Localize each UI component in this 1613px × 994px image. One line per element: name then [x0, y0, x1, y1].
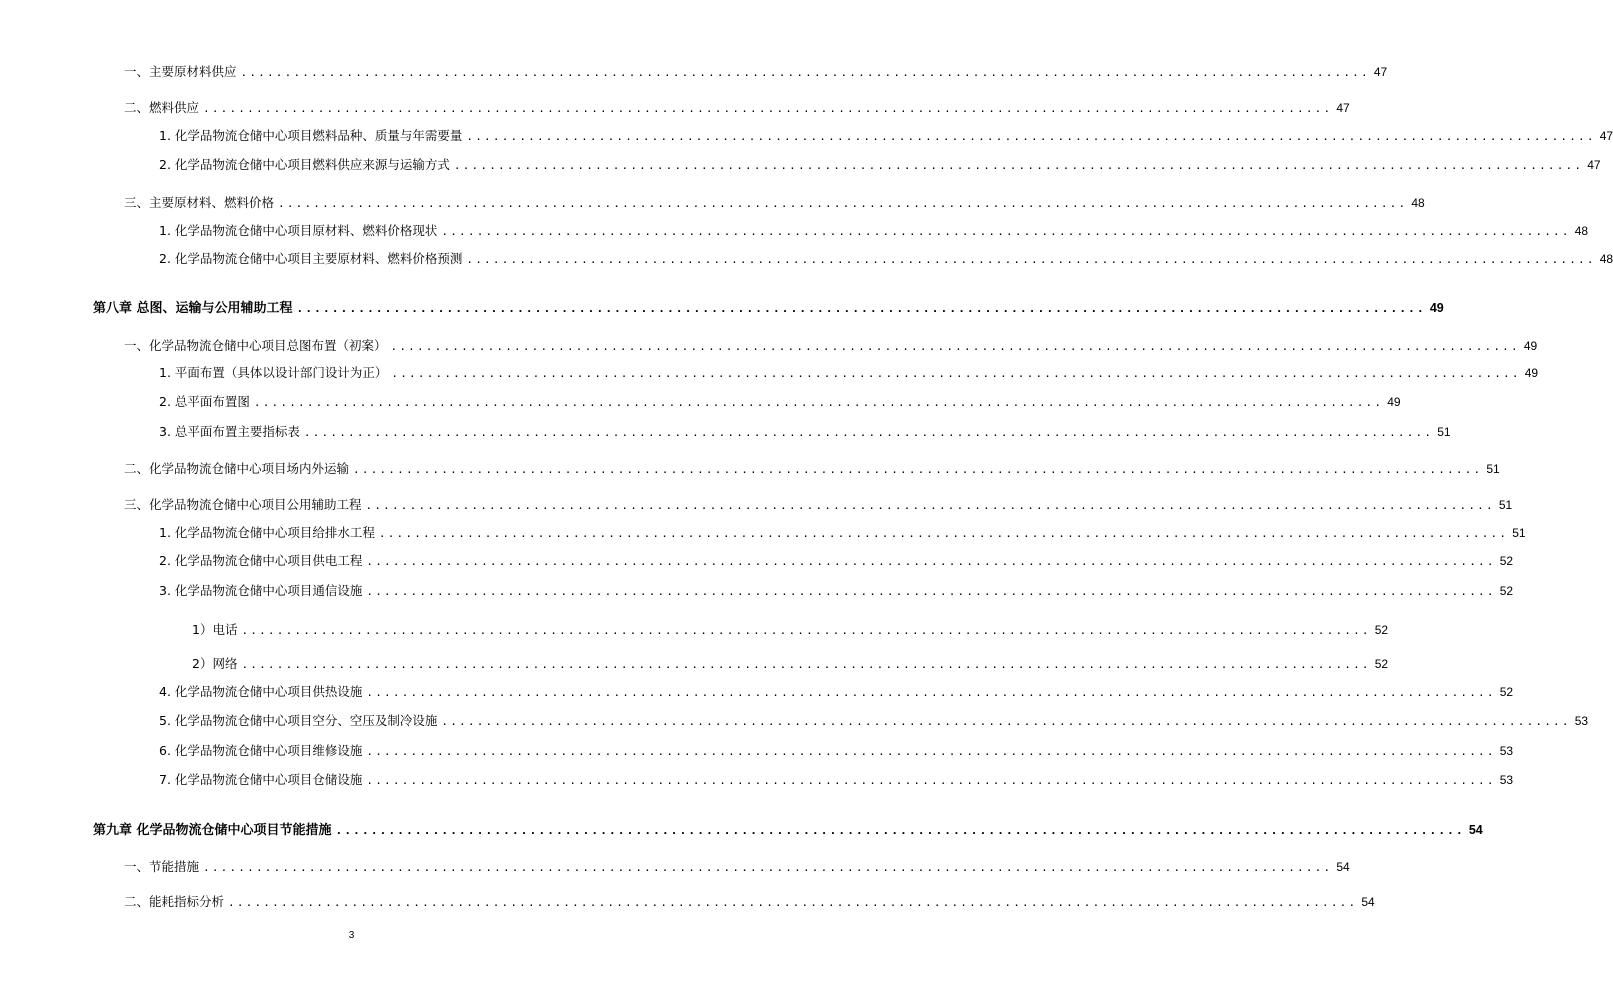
toc-chapter-entry[interactable]: [93, 300, 1444, 317]
toc-entry[interactable]: [159, 157, 1601, 174]
toc-leader-dots: ................................................................................................................................: [390, 340, 1520, 353]
toc-entry-page: 51: [1437, 425, 1451, 439]
toc-entry[interactable]: [159, 684, 1514, 701]
toc-entry-label: 三、主要原材料、燃料价格: [124, 195, 275, 210]
toc-leader-dots: ................................................................................................................................: [303, 426, 1434, 439]
toc-leader-dots: ................................................................................................................................: [365, 499, 1495, 512]
toc-entry-label: 1. 化学品物流仓储中心项目给排水工程: [159, 525, 375, 540]
toc-entry-label: 第九章 化学品物流仓储中心项目节能措施: [93, 823, 332, 838]
toc-entry-page: 51: [1512, 526, 1526, 540]
toc-entry-page: 54: [1468, 823, 1483, 837]
toc-leader-dots: ................................................................................................................................: [296, 302, 1426, 315]
toc-leader-dots: ................................................................................................................................: [366, 745, 1496, 758]
toc-entry[interactable]: [159, 525, 1526, 542]
toc-entry-label: 一、节能措施: [124, 859, 200, 874]
toc-entry[interactable]: [124, 338, 1538, 355]
toc-entry[interactable]: [124, 195, 1425, 212]
toc-leader-dots: ................................................................................................................................: [391, 367, 1521, 380]
toc-entry[interactable]: [159, 743, 1514, 760]
toc-entry-label: 1）电话: [192, 622, 238, 637]
toc-entry-page: 47: [1373, 65, 1388, 79]
toc-entry-page: 53: [1574, 714, 1589, 728]
toc-entry-label: 3. 化学品物流仓储中心项目通信设施: [159, 583, 363, 598]
toc-entry[interactable]: [192, 656, 1389, 673]
toc-entry-label: 2. 化学品物流仓储中心项目燃料供应来源与运输方式: [159, 157, 450, 172]
toc-entry-page: 48: [1599, 252, 1613, 266]
toc-entry[interactable]: [159, 553, 1514, 570]
toc-leader-dots: ................................................................................................................................: [203, 861, 1333, 874]
toc-leader-dots: ................................................................................................................................: [241, 658, 1371, 671]
toc-entry-label: 三、化学品物流仓储中心项目公用辅助工程: [124, 497, 362, 512]
toc-entry-page: 47: [1599, 129, 1613, 143]
toc-entry-page: 51: [1486, 462, 1500, 476]
toc-entry-label: 5. 化学品物流仓储中心项目空分、空压及制冷设施: [159, 713, 438, 728]
toc-entry-page: 49: [1524, 366, 1539, 380]
toc-entry[interactable]: [124, 497, 1513, 514]
toc-leader-dots: ................................................................................................................................: [335, 824, 1465, 837]
toc-entry[interactable]: [159, 128, 1613, 145]
toc-leader-dots: ................................................................................................................................: [228, 896, 1358, 909]
toc-entry-label: 二、化学品物流仓储中心项目场内外运输: [124, 461, 350, 476]
toc-leader-dots: ................................................................................................................................: [253, 396, 1384, 409]
toc-leader-dots: ................................................................................................................................: [366, 686, 1496, 699]
toc-entry[interactable]: [159, 772, 1514, 789]
toc-entry-page: 52: [1499, 554, 1514, 568]
toc-entry-label: 2. 总平面布置图: [159, 394, 250, 409]
toc-entry[interactable]: [192, 622, 1389, 639]
toc-entry-page: 52: [1499, 685, 1514, 699]
toc-leader-dots: ................................................................................................................................: [240, 66, 1370, 79]
toc-entry-page: 54: [1361, 895, 1375, 909]
toc-entry-label: 1. 化学品物流仓储中心项目原材料、燃料价格现状: [159, 223, 438, 238]
toc-entry-label: 4. 化学品物流仓储中心项目供热设施: [159, 684, 363, 699]
toc-entry[interactable]: [124, 100, 1350, 117]
toc-entry-label: 6. 化学品物流仓储中心项目维修设施: [159, 743, 363, 758]
toc-entry-label: 一、化学品物流仓储中心项目总图布置（初案）: [124, 338, 387, 353]
toc-entry-label: 1. 化学品物流仓储中心项目燃料品种、质量与年需要量: [159, 128, 463, 143]
toc-entry[interactable]: [124, 894, 1375, 911]
toc-entry-label: 7. 化学品物流仓储中心项目仓储设施: [159, 772, 363, 787]
toc-entry-label: 3. 总平面布置主要指标表: [159, 424, 300, 439]
toc-entry-page: 49: [1387, 395, 1401, 409]
toc-entry-label: 2. 化学品物流仓储中心项目供电工程: [159, 553, 363, 568]
toc-entry-label: 第八章 总图、运输与公用辅助工程: [93, 301, 293, 316]
toc-leader-dots: ................................................................................................................................: [441, 225, 1571, 238]
toc-entry[interactable]: [159, 424, 1451, 441]
toc-leader-dots: ................................................................................................................................: [378, 527, 1509, 540]
toc-leader-dots: ................................................................................................................................: [366, 774, 1496, 787]
toc-entry-page: 49: [1429, 301, 1444, 315]
toc-entry[interactable]: [159, 223, 1589, 240]
toc-entry[interactable]: [159, 394, 1401, 411]
toc-entry-label: 二、能耗指标分析: [124, 894, 225, 909]
toc-leader-dots: ................................................................................................................................: [203, 102, 1333, 115]
toc-entry[interactable]: [124, 64, 1388, 81]
toc-chapter-entry[interactable]: [93, 822, 1483, 839]
toc-entry-page: 52: [1374, 623, 1389, 637]
toc-entry-label: 二、燃料供应: [124, 100, 200, 115]
toc-entry[interactable]: [124, 859, 1350, 876]
toc-leader-dots: ................................................................................................................................: [366, 585, 1496, 598]
toc-entry-page: 53: [1499, 773, 1514, 787]
toc-entry[interactable]: [159, 583, 1514, 600]
toc-leader-dots: ................................................................................................................................: [366, 555, 1496, 568]
toc-entry-label: 1. 平面布置（具体以设计部门设计为正）: [159, 365, 388, 380]
toc-entry-page: 49: [1523, 339, 1538, 353]
toc-entry-page: 51: [1498, 498, 1513, 512]
toc-leader-dots: ................................................................................................................................: [466, 130, 1596, 143]
toc-entry-page: 47: [1587, 158, 1601, 172]
toc-entry-page: 47: [1336, 101, 1350, 115]
toc-entry[interactable]: [159, 365, 1539, 382]
toc-entry-label: 2. 化学品物流仓储中心项目主要原材料、燃料价格预测: [159, 251, 463, 266]
toc-leader-dots: ................................................................................................................................: [466, 253, 1596, 266]
toc-leader-dots: ................................................................................................................................: [241, 624, 1371, 637]
toc-entry[interactable]: [159, 251, 1613, 268]
toc-entry-page: 52: [1374, 657, 1389, 671]
toc-leader-dots: ................................................................................................................................: [441, 715, 1571, 728]
toc-entry-label: 2）网络: [192, 656, 238, 671]
toc-entry-page: 48: [1574, 224, 1589, 238]
toc-leader-dots: ................................................................................................................................: [453, 159, 1584, 172]
toc-entry-page: 52: [1499, 584, 1514, 598]
toc-entry-page: 54: [1336, 860, 1350, 874]
toc-entry[interactable]: [159, 713, 1589, 730]
toc-leader-dots: ................................................................................................................................: [278, 197, 1408, 210]
toc-entry-page: 48: [1411, 196, 1425, 210]
toc-entry-page: 53: [1499, 744, 1514, 758]
toc-entry[interactable]: [124, 461, 1500, 478]
toc-entry-label: 一、主要原材料供应: [124, 64, 237, 79]
page-number: 3: [348, 930, 355, 941]
toc-leader-dots: ................................................................................................................................: [353, 463, 1483, 476]
